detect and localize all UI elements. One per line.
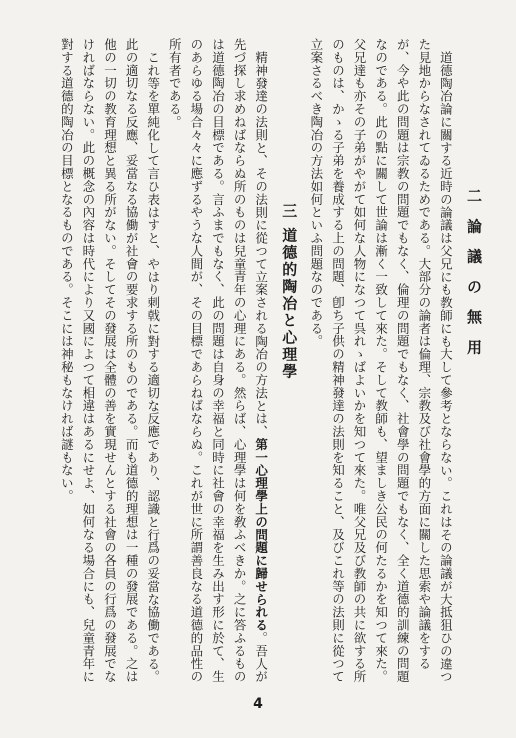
vertical-text-body	[14, 38, 490, 688]
page-number: 4	[253, 696, 263, 712]
paragraph-1-rest: 。吾人が先づ探し求めねばならぬ所のものは兒童青年の心理にある。然らば、心理學は何を敎ふべきか。之に答ふるものは道德陶冶の目標である。言ふまでもなく、此の問題は自身の幸福と同時に社會の幸福を生み出す形に於て、生のあらゆる場合々々に應ずるやうな人間が、その目標であらねばならぬ。これが世に所謂善良なる道德的品性の所有者である。	[167, 38, 269, 683]
section-2-paragraph: 道德陶冶論に關する近時の論議は父兄にも教師にも大して參考とならない。これはその論議が大抵狙ひの違つた見地からなされてゐるためである。大部分の論者は倫理、宗教及び社會學的方面に關した思索や論議をするが、今や此の問題は宗教の問題でもなく、倫理の問題でもなく、社會學の問題でもなく、全く道德的訓練の問題なのである。此の點に關して世論は漸く一致して來た。そして教師も、望ましき公民の何たるかを知つて來た。父兄達も亦その子弟がやがて如何な人物になつて呉れゝばよいかを知つて來た。唯父兄及び教師の共に欲する所のものは、かゝる子弟を養成する上の問題、卽ち子供の精神發達の法則を知ること、及びこれ等の法則に從つて立案さるべき陶冶の方法如何といふ問題なのである。	[308, 38, 454, 683]
section-heading-2: 二 論 議 の 無 用	[465, 188, 483, 360]
paragraph-1-emphasis: 第一心理學上の問題に歸せられる	[253, 437, 269, 631]
section-3-paragraph-1	[164, 38, 272, 688]
section-heading-3: 三 道德的陶冶と心理學	[280, 203, 299, 381]
paragraph-1-lead: 精神發達の法則と、その法則に從つて立案される陶冶の方法とは、	[253, 50, 269, 438]
section-3-paragraph-2: これ等を單純化して言ひ表はすと、やはり刺戟に對する適切な反應であり、認識と行爲の妥當な協働である。此の適切なる反應、妥當なる協働が社會の要求する所のものである。而も道德的理想は一種の發展である。之は他の一切の教育理想と異る所がない。そしてその發展は全體の善を實現せんとする社會の各員の行爲の發展でなければならない。此の概念の內容は時代により又國によつて相違はあるにせよ、如何なる場合にも、兒童青年に對する道德的陶冶の目標となるものである。そこには神秘もなければ謎もない。	[59, 38, 161, 683]
